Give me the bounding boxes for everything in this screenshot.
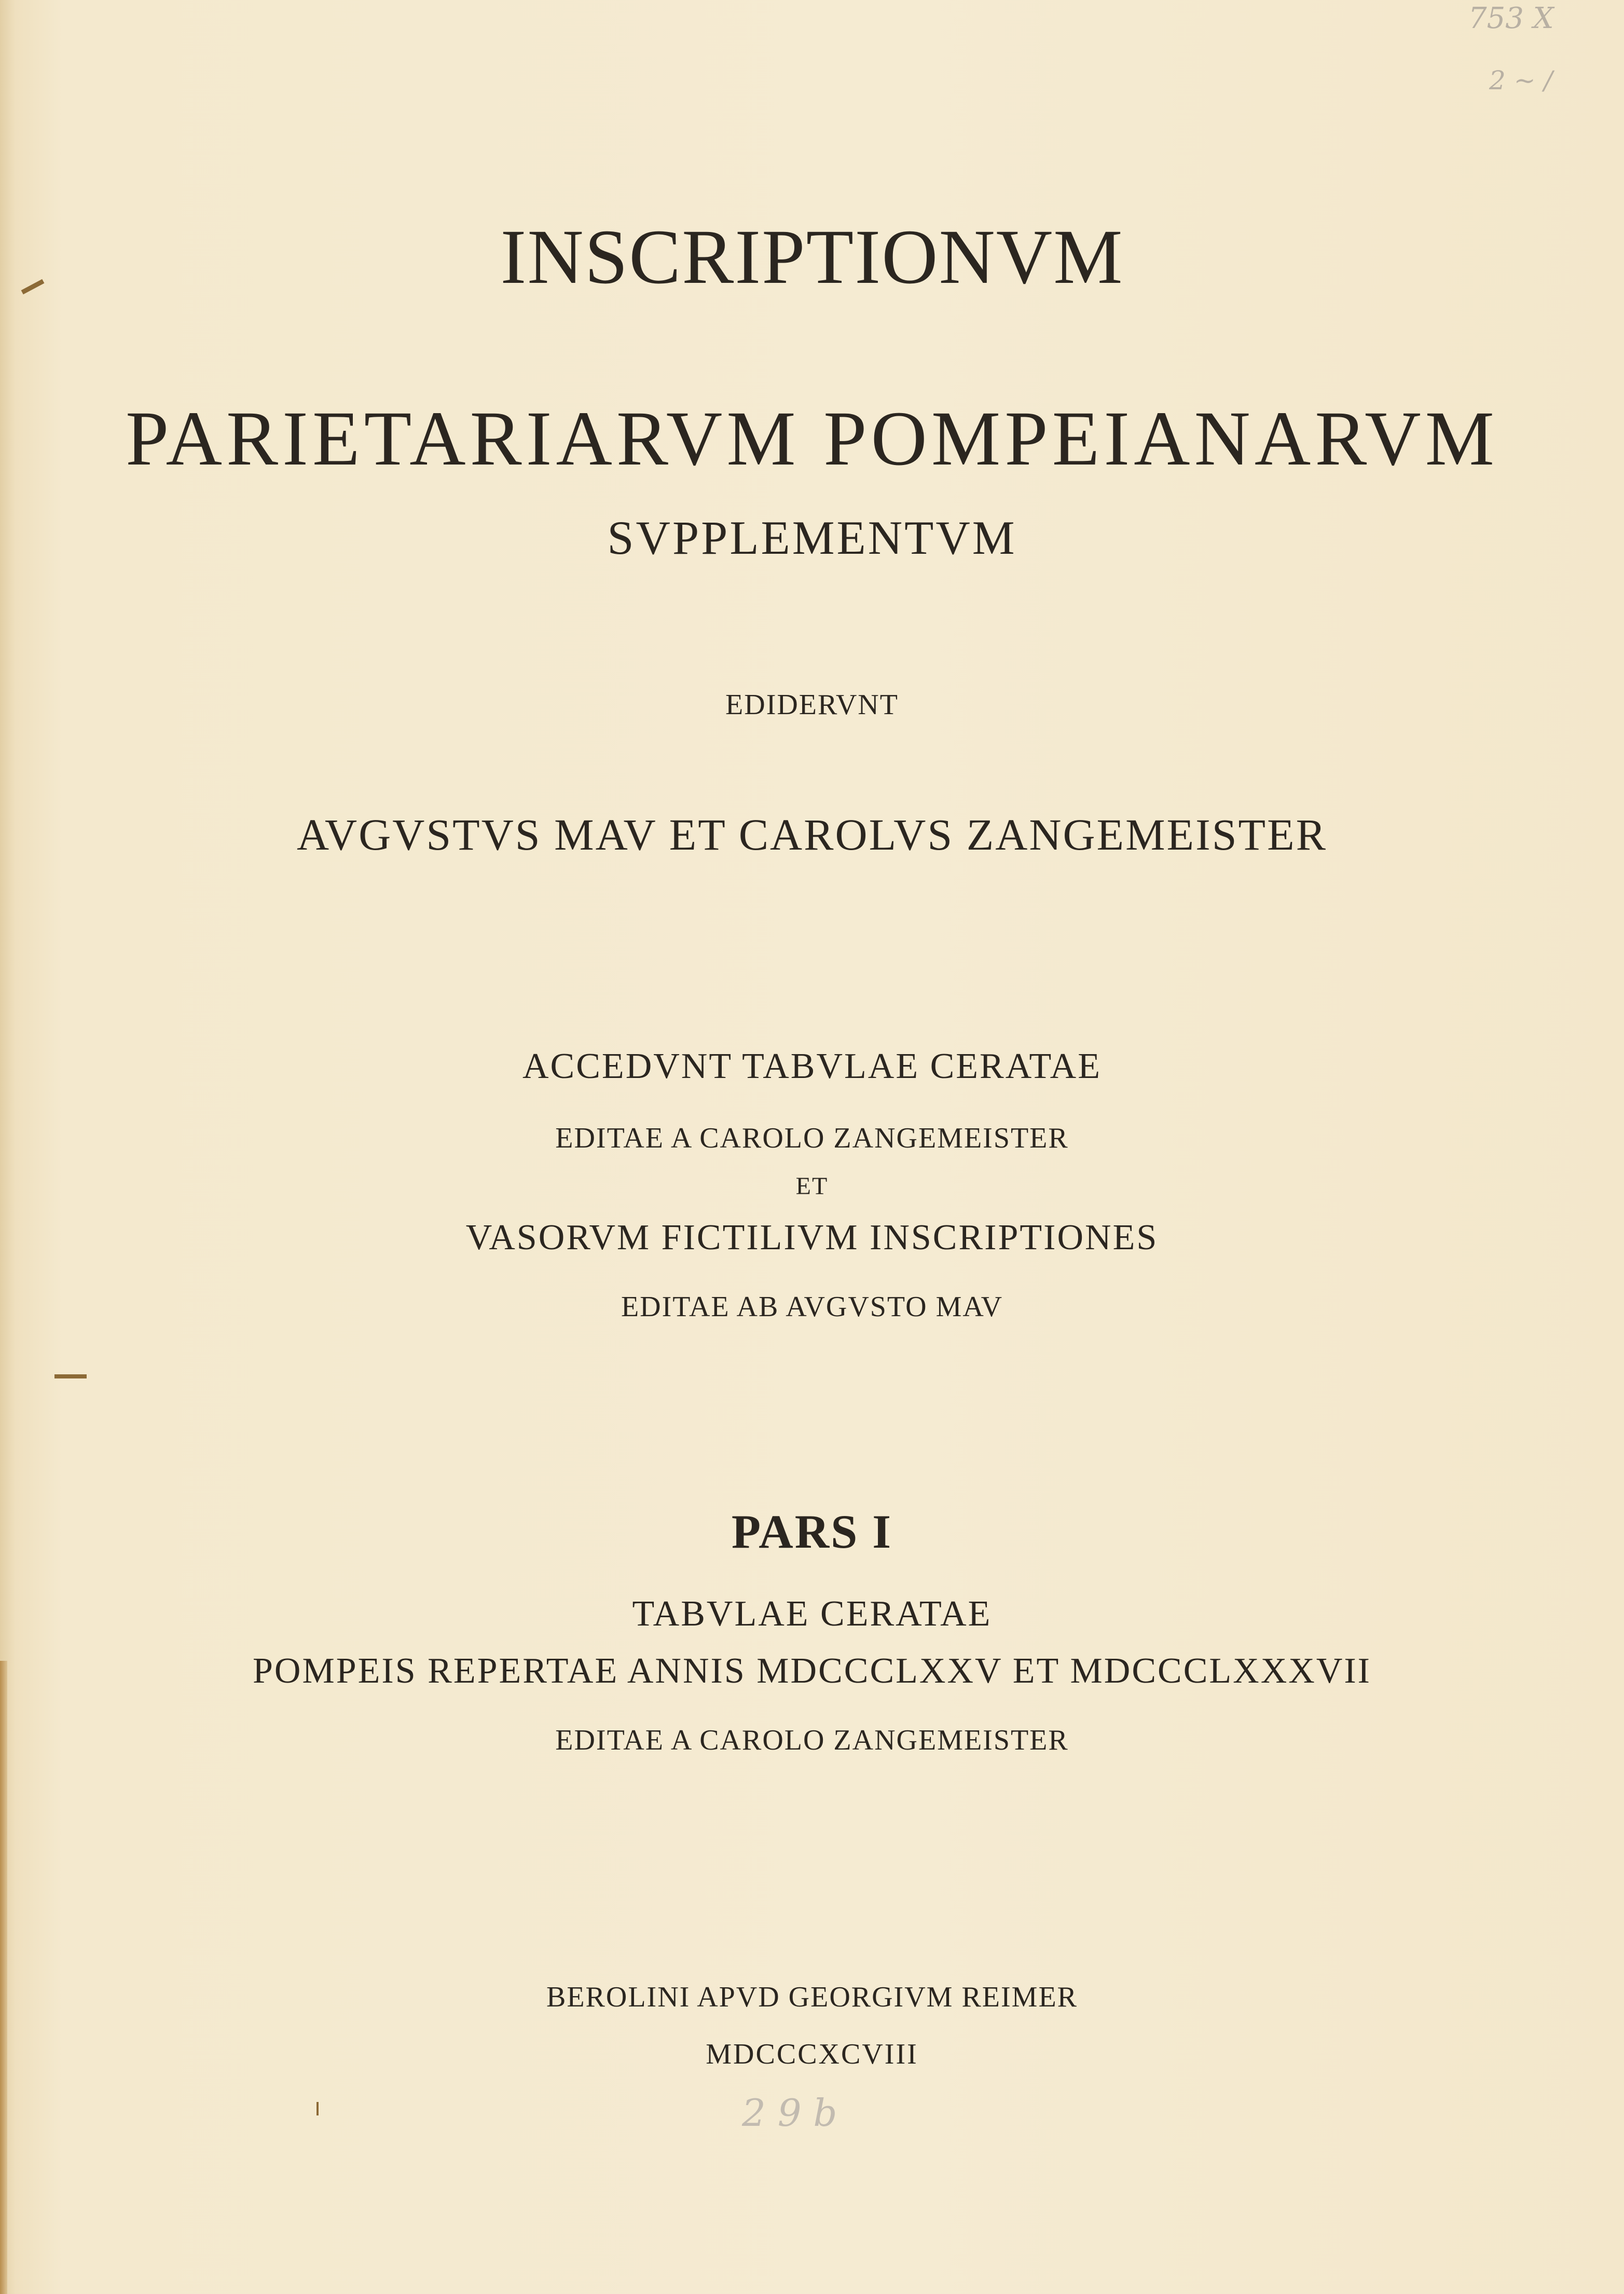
imprint-publisher: BEROLINI APVD GEORGIVM REIMER [546,1981,1078,2013]
handwritten-note: 2 ~ / [1489,65,1553,95]
additions-heading: ACCEDVNT TABVLAE CERATAE [522,1046,1102,1086]
additions-editor-1: EDITAE A CAROLO ZANGEMEISTER [555,1122,1069,1154]
handwritten-page-number: 2 9 b [742,2091,837,2135]
page-edge-stain [0,1661,7,2294]
additions-item-2: VASORVM FICTILIVM INSCRIPTIONES [465,1218,1159,1258]
title-line-1: INSCRIPTIONVM [500,214,1124,300]
handwritten-shelfmark: 753 X [1468,2,1554,35]
title-supplement: SVPPLEMENTVM [607,511,1017,564]
ink-mark [54,1374,87,1378]
additions-editor-2: EDITAE AB AVGVSTO MAV [621,1291,1003,1323]
part-label: PARS I [731,1505,893,1558]
additions-conjunction: ET [795,1172,829,1200]
editors-names: AVGVSTVS MAV ET CAROLVS ZANGEMEISTER [297,810,1327,859]
part-subject: TABVLAE CERATAE [632,1594,992,1634]
ink-mark [316,2102,319,2115]
editors-verb: EDIDERVNT [725,689,899,721]
title-line-2: PARIETARIARVM POMPEIANARVM [126,395,1498,482]
part-editor: EDITAE A CAROLO ZANGEMEISTER [555,1724,1069,1756]
imprint-year: MDCCCXCVIII [706,2038,918,2070]
part-details: POMPEIS REPERTAE ANNIS MDCCCLXXV ET MDCCCLXXXVII [253,1651,1371,1691]
